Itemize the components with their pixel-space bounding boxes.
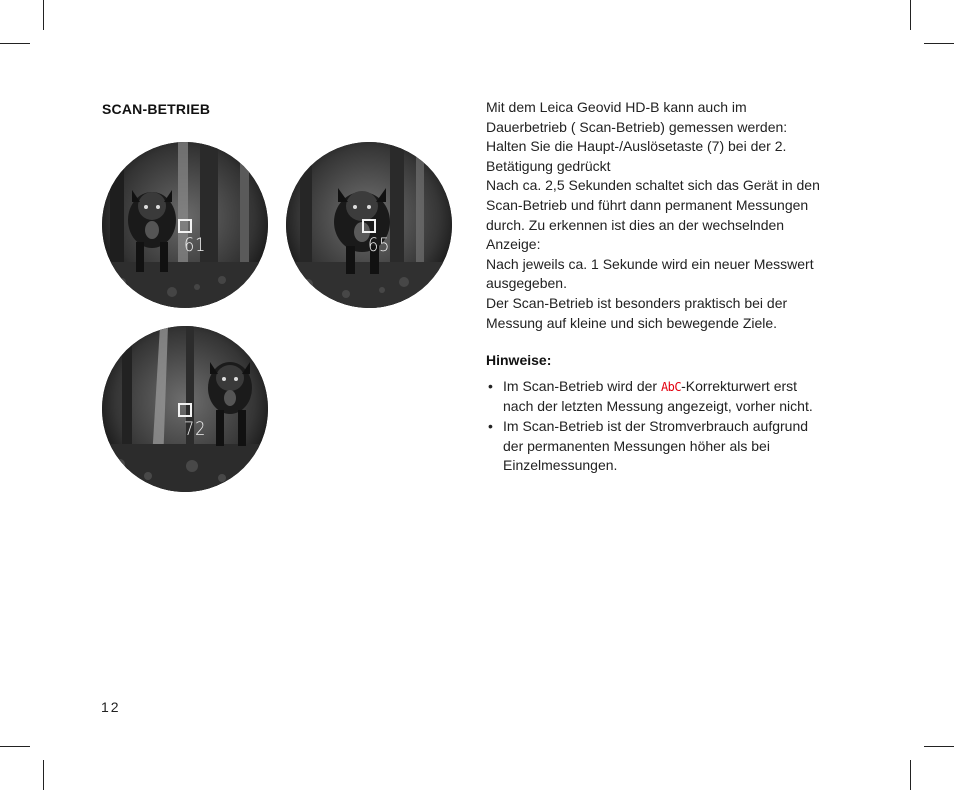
body-line: Mit dem Leica Geovid HD-B kann auch im — [486, 99, 747, 115]
note-text: der permanenten Messungen höher als bei — [503, 437, 770, 454]
scope-image-3 — [102, 326, 268, 492]
note-text: -Korrekturwert erst — [681, 377, 798, 394]
reticle-square-icon — [178, 403, 192, 417]
body-line: ausgegeben. — [486, 275, 567, 292]
body-line: Nach ca. 2,5 Sekunden schaltet sich das Gerät in den — [486, 177, 820, 194]
notes-list — [486, 377, 846, 476]
section-title: SCAN-BETRIEB — [102, 101, 211, 117]
body-line: Messung auf kleine und sich bewegende Ziele. — [486, 314, 778, 331]
reticle-square-icon — [178, 219, 192, 233]
body-line: durch. Zu erkennen ist dies an der wechselnden — [486, 216, 785, 233]
distance-readout: 72 — [184, 418, 207, 440]
body-line: Dauerbetrieb ( Scan-Betrieb) gemessen werden: — [486, 118, 788, 135]
body-line: Halten Sie die Haupt-/Auslösetaste (7) bei der 2. — [486, 138, 787, 155]
body-line: Nach jeweils ca. 1 Sekunde wird ein neuer Messwert — [486, 255, 814, 272]
scope-image-1 — [102, 142, 268, 308]
note-text: Einzelmessungen. — [503, 457, 618, 474]
body-line: Betätigung gedrückt — [486, 157, 611, 174]
note-text: Im Scan-Betrieb wird der — [503, 377, 661, 394]
notes-title: Hinweise: — [486, 352, 552, 369]
note-text: Im Scan-Betrieb ist der Stromverbrauch aufgrund — [503, 417, 809, 434]
crop-mark — [0, 746, 30, 747]
crop-mark — [43, 760, 44, 790]
body-line: Anzeige: — [486, 236, 541, 253]
note-item — [486, 377, 846, 417]
crop-mark — [910, 760, 911, 790]
body-text-column — [486, 98, 846, 476]
crop-mark — [910, 0, 911, 30]
page-number: 12 — [101, 699, 121, 715]
distance-readout: 65 — [368, 234, 391, 256]
distance-readout: 61 — [184, 234, 207, 256]
body-line: Scan-Betrieb und führt dann permanent Messungen — [486, 196, 809, 213]
reticle-square-icon — [362, 219, 376, 233]
crop-mark — [924, 43, 954, 44]
note-text: nach der letzten Messung angezeigt, vorher nicht. — [503, 398, 813, 415]
crop-mark — [0, 43, 30, 44]
note-item — [486, 417, 846, 476]
crop-mark — [43, 0, 44, 30]
crop-mark — [924, 746, 954, 747]
scope-image-2 — [286, 142, 452, 308]
body-line: Der Scan-Betrieb ist besonders praktisch bei der — [486, 294, 788, 311]
abc-indicator: AbC — [660, 379, 682, 394]
